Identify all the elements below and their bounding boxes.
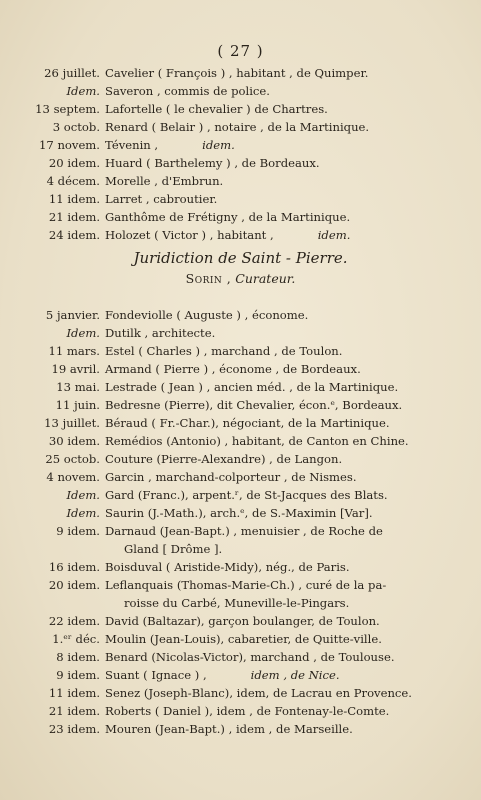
entries-block-2 (0, 306, 481, 738)
entry-row (0, 612, 481, 630)
entry-date: Idem. (66, 506, 100, 520)
entry-row (0, 100, 481, 118)
entry-row (0, 648, 481, 666)
entry-date: 25 octob. (45, 452, 100, 466)
entry-row (0, 522, 481, 540)
entry-continuation: Gland [ Drôme ]. (124, 542, 223, 556)
entry-date: 26 juillet. (44, 66, 100, 80)
entry-row (0, 702, 481, 720)
entry-text (105, 648, 395, 666)
entry-row (0, 324, 481, 342)
entry-main-text: Remédios (Antonio) , habitant, de Canton en Chine. (105, 434, 409, 448)
entry-main-text: Senez (Joseph-Blanc), idem, de Lacrau en Provence. (105, 686, 412, 700)
entry-main-text: David (Baltazar), garçon boulanger, de Toulon. (105, 614, 380, 628)
entry-continuation-row (0, 540, 481, 558)
entry-text (105, 172, 223, 190)
entry-row (0, 306, 481, 324)
entry-continuation: roisse du Carbé, Muneville-le-Pingars. (124, 596, 350, 610)
entry-date: 20 idem. (48, 156, 100, 170)
entry-main-text: Gard (Franc.), arpent.ʳ, de St-Jacques des Blats. (105, 488, 388, 502)
entry-text (105, 720, 353, 738)
entry-row (0, 576, 481, 594)
entry-text (105, 486, 388, 504)
entry-date: 5 janvier. (45, 308, 100, 322)
entry-main-text: Béraud ( Fr.-Char.), négociant, de la Martinique. (105, 416, 390, 430)
entry-text (105, 306, 308, 324)
entry-date: 4 décem. (46, 174, 100, 188)
entry-date: 13 juillet. (44, 416, 100, 430)
entry-date: 20 idem. (48, 578, 100, 592)
entry-continuation-row (0, 594, 481, 612)
entry-text (105, 154, 320, 172)
entry-main-text: Dutilk , architecte. (105, 326, 216, 340)
entry-row (0, 82, 481, 100)
entry-date: 23 idem. (48, 722, 100, 736)
entry-date: 19 avril. (51, 362, 100, 376)
entry-main-text: Saveron , commis de police. (105, 84, 270, 98)
entry-row (0, 630, 481, 648)
entry-row (0, 486, 481, 504)
entry-main-text: Renard ( Belair ) , notaire , de la Martinique. (105, 120, 370, 134)
entry-main-text: Fondeviolle ( Auguste ) , économe. (105, 308, 309, 322)
section-title: Juridiction de Saint - Pierre. (133, 249, 348, 267)
entry-main-text: Saurin (J.-Math.), arch.ᵉ, de S.-Maximin [Var]. (105, 506, 373, 520)
entry-row (0, 190, 481, 208)
entry-row (0, 154, 481, 172)
entry-main-text: Morelle , d'Embrun. (105, 174, 224, 188)
curator-title: Curateur. (235, 271, 296, 286)
entry-date: 13 septem. (35, 102, 100, 116)
entry-date: 11 idem. (48, 686, 100, 700)
entry-main-text: Garcin , marchand-colporteur , de Nismes. (105, 470, 357, 484)
entry-main-text: Cavelier ( François ) , habitant , de Quimper. (105, 66, 369, 80)
entry-date: Idem. (66, 326, 100, 340)
entry-main-text: Boisduval ( Aristide-Midy), nég., de Paris. (105, 560, 350, 574)
entry-date: 9 idem. (56, 524, 100, 538)
entry-text (105, 576, 386, 594)
entry-row (0, 468, 481, 486)
entry-text (105, 612, 380, 630)
entry-main-text: Suant ( Ignace ) , (105, 668, 207, 682)
entry-main-text: Huard ( Barthelemy ) , de Bordeaux. (105, 156, 320, 170)
entry-row (0, 558, 481, 576)
entry-date: 21 idem. (48, 210, 100, 224)
entry-text (105, 468, 357, 486)
entry-row (0, 208, 481, 226)
entry-idem: idem , de Nice. (250, 668, 340, 682)
entry-main-text: Armand ( Pierre ) , économe , de Bordeaux. (105, 362, 361, 376)
entry-main-text: Ganthôme de Frétigny , de la Martinique. (105, 210, 351, 224)
page-number: ( 27 ) (217, 42, 264, 60)
entry-text (105, 226, 350, 244)
entry-row (0, 396, 481, 414)
entry-date: 4 novem. (46, 470, 100, 484)
entry-date: Idem. (66, 488, 100, 502)
entry-idem: idem. (317, 228, 351, 242)
entry-date: Idem. (66, 84, 100, 98)
entry-main-text: Tévenin , (105, 138, 159, 152)
entry-row (0, 666, 481, 684)
entry-text (105, 558, 350, 576)
entries-block-1 (0, 64, 481, 244)
entry-text (105, 360, 361, 378)
entry-row (0, 64, 481, 82)
curator-name: Sorin , (185, 271, 232, 286)
entry-main-text: Roberts ( Daniel ), idem , de Fontenay-le-Comte. (105, 704, 390, 718)
entry-main-text: Moulin (Jean-Louis), cabaretier, de Quitte-ville. (105, 632, 382, 646)
entry-date: 17 novem. (39, 138, 100, 152)
entry-date: 1.ᵉʳ déc. (52, 632, 100, 646)
entry-text (105, 504, 373, 522)
entry-main-text: Lestrade ( Jean ) , ancien méd. , de la Martinique. (105, 380, 399, 394)
entry-date: 24 idem. (48, 228, 100, 242)
entry-text (105, 414, 390, 432)
entry-date: 9 idem. (56, 668, 100, 682)
entry-text (105, 630, 382, 648)
entry-text (105, 666, 340, 684)
entry-row (0, 172, 481, 190)
entry-row (0, 432, 481, 450)
entry-date: 22 idem. (48, 614, 100, 628)
entry-date: 8 idem. (56, 650, 100, 664)
entry-text (105, 522, 383, 540)
entry-date: 11 juin. (55, 398, 100, 412)
entry-main-text: Couture (Pierre-Alexandre) , de Langon. (105, 452, 343, 466)
entry-main-text: Estel ( Charles ) , marchand , de Toulon. (105, 344, 343, 358)
entry-text (105, 100, 328, 118)
entry-main-text: Lafortelle ( le chevalier ) de Chartres. (105, 102, 328, 116)
entry-text (105, 82, 270, 100)
entry-main-text: Darnaud (Jean-Bapt.) , menuisier , de Roche de (105, 524, 383, 538)
entry-row (0, 378, 481, 396)
entry-text (105, 208, 350, 226)
entry-idem: idem. (202, 138, 235, 152)
entry-text (105, 702, 389, 720)
entry-date: 16 idem. (48, 560, 100, 574)
entry-date: 30 idem. (48, 434, 100, 448)
entry-row (0, 450, 481, 468)
entry-text (105, 432, 409, 450)
entry-date: 3 octob. (52, 120, 100, 134)
entry-row (0, 414, 481, 432)
entry-date: 11 mars. (48, 344, 100, 358)
entry-main-text: Mouren (Jean-Bapt.) , idem , de Marseille. (105, 722, 353, 736)
entry-main-text: Leflanquais (Thomas-Marie-Ch.) , curé de la pa- (105, 578, 387, 592)
entry-date: 13 mai. (56, 380, 100, 394)
entry-row (0, 360, 481, 378)
entry-row (0, 684, 481, 702)
entry-date: 21 idem. (48, 704, 100, 718)
entry-date: 11 idem. (48, 192, 100, 206)
entry-row (0, 342, 481, 360)
entry-row (0, 118, 481, 136)
entry-text (105, 396, 402, 414)
entry-main-text: Bedresne (Pierre), dit Chevalier, écon.ᵉ, Bordeaux. (105, 398, 403, 412)
entry-text (105, 378, 398, 396)
entry-main-text: Holozet ( Victor ) , habitant , (105, 228, 274, 242)
entry-main-text: Benard (Nicolas-Victor), marchand , de Toulouse. (105, 650, 395, 664)
entry-text (105, 324, 215, 342)
entry-text (105, 64, 368, 82)
entry-text (105, 136, 235, 154)
entry-main-text: Larret , cabroutier. (105, 192, 218, 206)
entry-text (105, 684, 412, 702)
entry-text (105, 450, 342, 468)
entry-row (0, 136, 481, 154)
entry-row (0, 226, 481, 244)
entry-text (105, 118, 369, 136)
entry-row (0, 720, 481, 738)
entry-text (105, 190, 217, 208)
entry-text (105, 342, 342, 360)
curator-line (0, 269, 481, 289)
entry-row (0, 504, 481, 522)
